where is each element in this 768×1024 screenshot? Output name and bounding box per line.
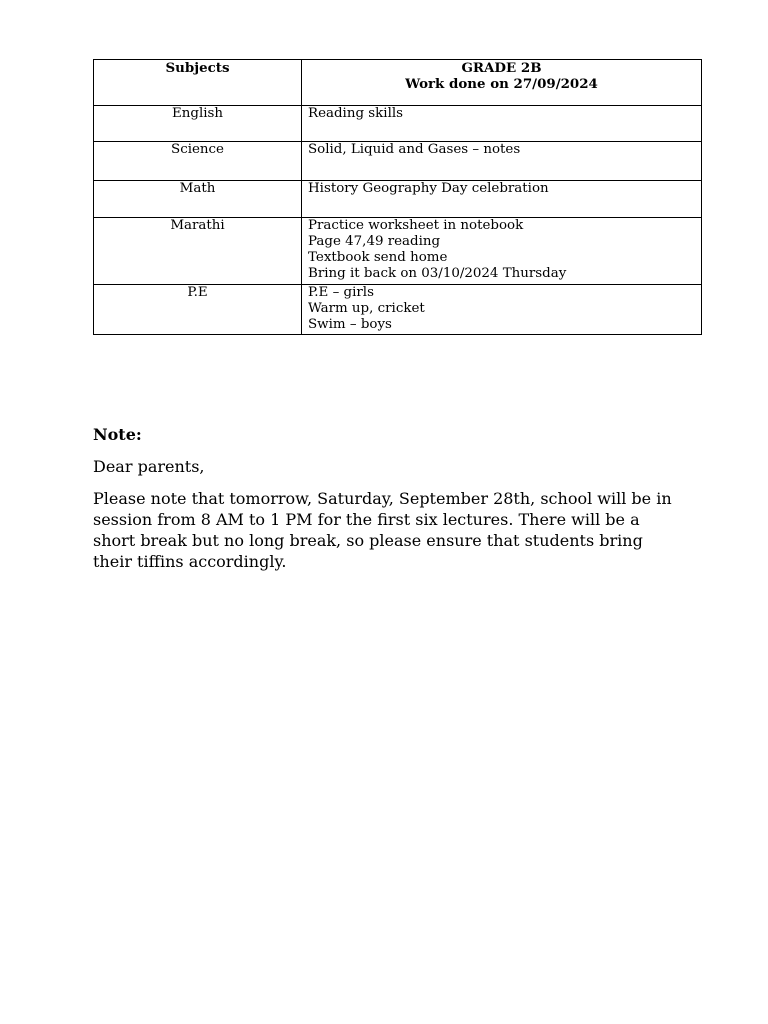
subject-cell-marathi: Marathi xyxy=(94,218,302,285)
work-cell-marathi xyxy=(302,218,702,285)
table-row xyxy=(94,181,702,218)
table-row xyxy=(94,106,702,142)
work-line: Warm up, cricket xyxy=(308,301,425,316)
subject-cell-science: Science xyxy=(94,142,302,181)
work-line: Reading skills xyxy=(308,106,404,121)
work-line: Bring it back on 03/10/2024 Thursday xyxy=(308,266,567,281)
work-line: Swim – boys xyxy=(308,317,392,332)
subjects-header: Subjects xyxy=(94,60,302,106)
work-cell-math xyxy=(302,181,702,218)
work-done-table xyxy=(93,59,702,335)
work-cell-pe xyxy=(302,285,702,335)
table-row xyxy=(94,142,702,181)
table-row xyxy=(94,285,702,335)
work-done-header xyxy=(302,60,702,106)
work-line: History Geography Day celebration xyxy=(308,181,549,196)
note-greeting: Dear parents, xyxy=(93,457,205,476)
work-cell-english xyxy=(302,106,702,142)
parent-note xyxy=(93,424,693,572)
work-line: Page 47,49 reading xyxy=(308,234,441,249)
work-line: Textbook send home xyxy=(308,250,448,265)
table-header-row xyxy=(94,60,702,106)
subject-cell-pe: P.E xyxy=(94,285,302,335)
grade-label: GRADE 2B xyxy=(461,60,542,76)
note-heading: Note: xyxy=(93,425,142,444)
subject-cell-math: Math xyxy=(94,181,302,218)
work-cell-science xyxy=(302,142,702,181)
work-line: Solid, Liquid and Gases – notes xyxy=(308,142,521,157)
table-row xyxy=(94,218,702,285)
work-done-date-label: Work done on 27/09/2024 xyxy=(405,76,598,92)
note-body: Please note that tomorrow, Saturday, September 28th, school will be in session from 8 AM to 1 PM for the first six lectures. There will be a short break but no long break, so please ensure that students bring their tiffins accordingly. xyxy=(93,489,672,571)
work-line: Practice worksheet in notebook xyxy=(308,218,524,233)
subject-cell-english: English xyxy=(94,106,302,142)
work-line: P.E – girls xyxy=(308,285,374,300)
